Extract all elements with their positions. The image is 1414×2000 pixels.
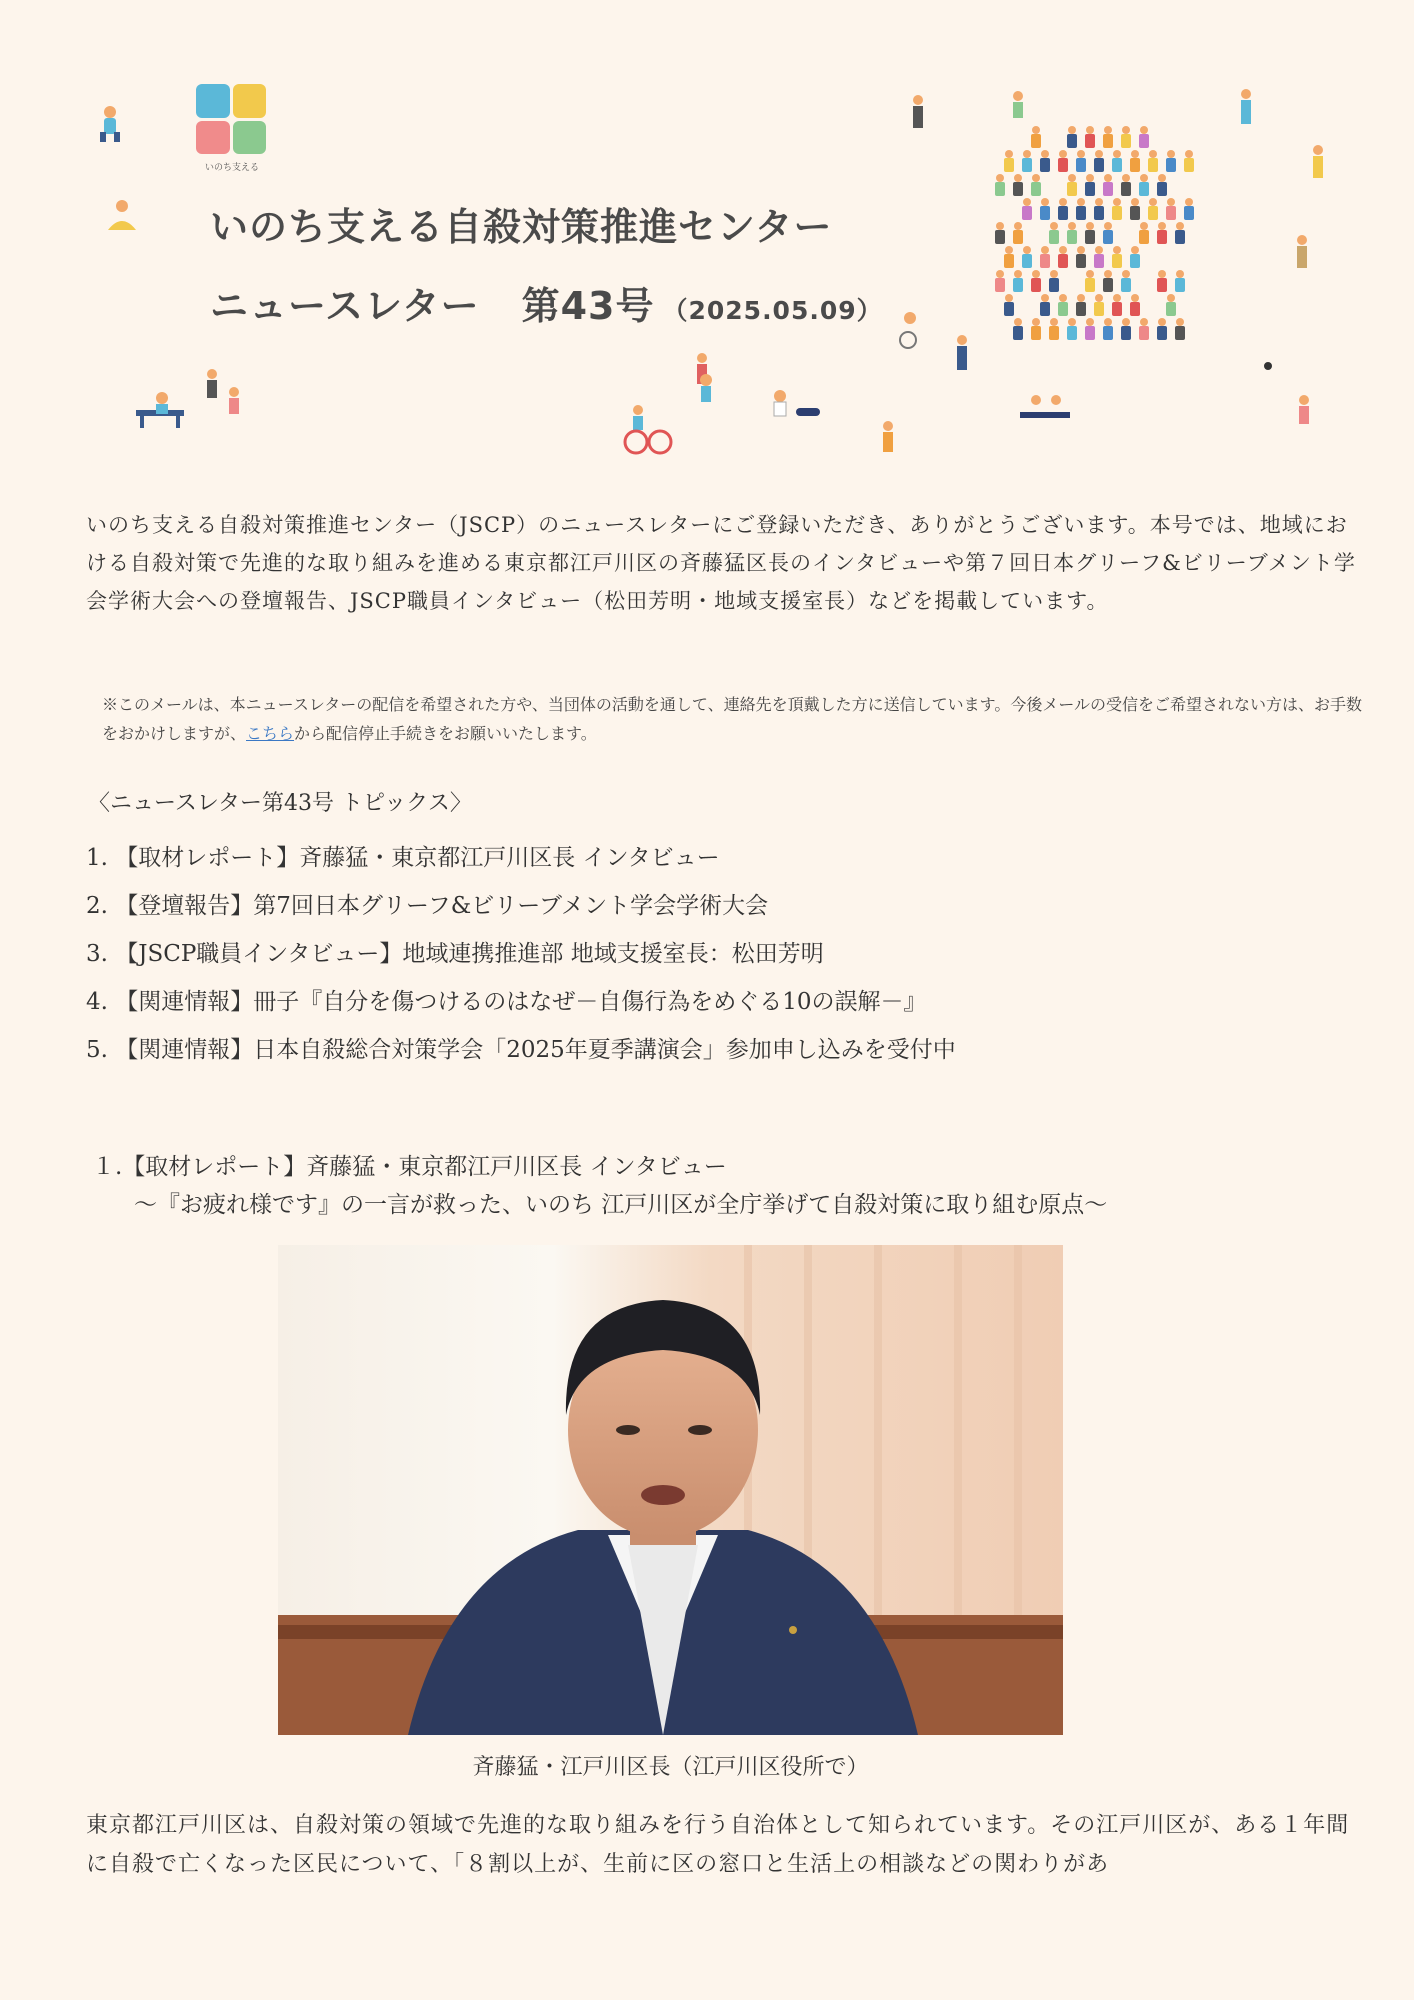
notice-text-before: ※このメールは、本ニュースレターの配信を希望された方や、当団体の活動を通して、連絡先を頂戴した方に送信しています。今後メールの受信をご希望されない方は、お手数をおかけしますが、: [102, 695, 1363, 743]
crowd-person-head: [1086, 270, 1094, 278]
crowd-person-head: [1140, 318, 1148, 326]
crowd-person-head: [1041, 150, 1049, 158]
crowd-person-head: [1113, 294, 1121, 302]
crowd-person-head: [1086, 126, 1094, 134]
crowd-person-head: [1131, 150, 1139, 158]
crowd-person-head: [1068, 318, 1076, 326]
topic-item: 2. 【登壇報告】第7回日本グリーフ&ビリーブメント学会学術大会: [86, 893, 769, 919]
crowd-person-body: [1112, 254, 1122, 268]
crowd-person-body: [1013, 182, 1023, 196]
crowd-person-head: [996, 174, 1004, 182]
crowd-person-body: [1049, 230, 1059, 244]
crowd-person-body: [1121, 182, 1131, 196]
topics-heading: 〈ニュースレター第43号 トピックス〉: [88, 791, 472, 816]
crowd-person-body: [1094, 302, 1104, 316]
crowd-person-body: [1130, 254, 1140, 268]
crowd-person-body: [1121, 134, 1131, 148]
crowd-person-head: [1077, 198, 1085, 206]
newsletter-issue-line: [210, 275, 883, 330]
crowd-person-head: [1167, 198, 1175, 206]
crowd-person-head: [1059, 198, 1067, 206]
crowd-person-head: [1068, 126, 1076, 134]
crowd-person-head: [1140, 126, 1148, 134]
crowd-person-body: [1130, 302, 1140, 316]
unsubscribe-link[interactable]: こちら: [246, 724, 295, 743]
crowd-person-body: [1013, 230, 1023, 244]
puzzle-logo-icon: [196, 84, 266, 154]
crowd-person-body: [1166, 158, 1176, 172]
crowd-person-body: [1112, 302, 1122, 316]
logo-caption: いのち支える: [204, 163, 259, 173]
crowd-person-body: [1175, 230, 1185, 244]
crowd-person-head: [1149, 198, 1157, 206]
crowd-person-head: [1167, 150, 1175, 158]
crowd-person-body: [1076, 302, 1086, 316]
crowd-person-head: [1104, 126, 1112, 134]
crowd-person-head: [1104, 318, 1112, 326]
crowd-person-body: [1022, 254, 1032, 268]
crowd-person-body: [1076, 254, 1086, 268]
crowd-person-head: [1131, 246, 1139, 254]
crowd-person-head: [1059, 150, 1067, 158]
topic-item: 4. 【関連情報】冊子『自分を傷つけるのはなぜ－自傷行為をめぐる10の誤解－』: [86, 989, 927, 1015]
crowd-person-head: [1086, 318, 1094, 326]
topic-item: 5. 【関連情報】日本自殺総合対策学会「2025年夏季講演会」参加申し込みを受付中: [86, 1037, 956, 1063]
crowd-person-body: [1049, 326, 1059, 340]
crowd-person-head: [1050, 222, 1058, 230]
crowd-person-head: [1068, 222, 1076, 230]
crowd-person-head: [1176, 318, 1184, 326]
crowd-person-body: [995, 182, 1005, 196]
crowd-person-head: [1041, 198, 1049, 206]
crowd-person-body: [1067, 134, 1077, 148]
crowd-person-head: [1032, 270, 1040, 278]
crowd-person-head: [1095, 294, 1103, 302]
crowd-person-head: [1023, 246, 1031, 254]
crowd-person-body: [1139, 326, 1149, 340]
crowd-person-head: [1185, 150, 1193, 158]
crowd-person-body: [1121, 326, 1131, 340]
topic-item: 3. 【JSCP職員インタビュー】地域連携推進部 地域支援室長：松田芳明: [86, 941, 824, 967]
topics-list: [86, 834, 1336, 1074]
crowd-person-body: [1085, 134, 1095, 148]
issue-number: 第43号: [521, 284, 655, 328]
crowd-person-head: [1104, 222, 1112, 230]
crowd-person-head: [1131, 294, 1139, 302]
crowd-person-head: [1014, 174, 1022, 182]
crowd-person-head: [1023, 198, 1031, 206]
crowd-person-head: [1158, 222, 1166, 230]
crowd-person-body: [1139, 182, 1149, 196]
crowd-person-body: [1085, 182, 1095, 196]
crowd-person-head: [1077, 150, 1085, 158]
crowd-person-head: [1050, 318, 1058, 326]
crowd-person-head: [1095, 150, 1103, 158]
crowd-person-head: [1059, 294, 1067, 302]
crowd-person-body: [1103, 230, 1113, 244]
crowd-person-head: [1041, 246, 1049, 254]
crowd-person-head: [1122, 318, 1130, 326]
crowd-person-body: [995, 278, 1005, 292]
crowd-person-head: [1005, 150, 1013, 158]
crowd-person-body: [1049, 278, 1059, 292]
crowd-person-body: [1067, 182, 1077, 196]
crowd-person-body: [1085, 230, 1095, 244]
crowd-person-head: [1050, 270, 1058, 278]
crowd-person-body: [1157, 230, 1167, 244]
crowd-person-head: [1014, 222, 1022, 230]
crowd-person-head: [1077, 246, 1085, 254]
crowd-person-head: [1158, 318, 1166, 326]
unsubscribe-notice: [102, 690, 1372, 748]
crowd-person-body: [1112, 158, 1122, 172]
crowd-person-head: [1059, 246, 1067, 254]
crowd-person-head: [1176, 270, 1184, 278]
crowd-person-body: [1157, 182, 1167, 196]
crowd-person-body: [1085, 278, 1095, 292]
crowd-person-body: [1094, 254, 1104, 268]
crowd-person-head: [1032, 126, 1040, 134]
crowd-person-head: [1077, 294, 1085, 302]
crowd-person-head: [996, 270, 1004, 278]
crowd-person-body: [1004, 302, 1014, 316]
crowd-person-body: [1067, 230, 1077, 244]
crowd-person-head: [1113, 150, 1121, 158]
crowd-person-body: [1148, 158, 1158, 172]
crowd-person-body: [1004, 254, 1014, 268]
photo-caption: 斉藤猛・江戸川区長（江戸川区役所で）: [472, 1755, 869, 1780]
crowd-person-body: [1166, 302, 1176, 316]
interview-photo: [278, 1245, 1063, 1735]
topic-item: 1. 【取材レポート】斉藤猛・東京都江戸川区長 インタビュー: [86, 845, 720, 871]
crowd-person-body: [1031, 326, 1041, 340]
crowd-person-body: [1166, 206, 1176, 220]
crowd-person-head: [1104, 270, 1112, 278]
crowd-person-body: [1103, 278, 1113, 292]
crowd-person-body: [1148, 206, 1158, 220]
crowd-person-body: [1040, 206, 1050, 220]
crowd-person-body: [1031, 134, 1041, 148]
crowd-person-body: [1040, 254, 1050, 268]
crowd-person-head: [1140, 222, 1148, 230]
crowd-person-body: [1103, 134, 1113, 148]
crowd-person-body: [1076, 206, 1086, 220]
page-title: いのち支える自殺対策推進センター: [210, 205, 833, 249]
section-1-title: １.【取材レポート】斉藤猛・東京都江戸川区長 インタビュー: [92, 1154, 727, 1180]
crowd-person-head: [1176, 222, 1184, 230]
crowd-person-head: [1131, 198, 1139, 206]
crowd-person-body: [1157, 326, 1167, 340]
crowd-person-head: [1158, 270, 1166, 278]
crowd-person-body: [1022, 158, 1032, 172]
section-1-heading: [92, 1148, 1107, 1224]
crowd-person-body: [1058, 254, 1068, 268]
crowd-person-head: [1014, 318, 1022, 326]
crowd-person-body: [1004, 158, 1014, 172]
crowd-person-body: [1103, 326, 1113, 340]
crowd-person-head: [1005, 246, 1013, 254]
crowd-person-head: [1095, 246, 1103, 254]
crowd-person-head: [1014, 270, 1022, 278]
crowd-person-head: [1095, 198, 1103, 206]
crowd-person-body: [1112, 206, 1122, 220]
issue-date: （2025.05.09）: [662, 296, 883, 325]
crowd-person-body: [1058, 158, 1068, 172]
crowd-person-head: [1086, 174, 1094, 182]
crowd-person-head: [1032, 318, 1040, 326]
crowd-person-body: [1076, 158, 1086, 172]
crowd-person-body: [1040, 302, 1050, 316]
crowd-person-body: [1130, 206, 1140, 220]
crowd-person-head: [1113, 246, 1121, 254]
crowd-person-body: [1058, 302, 1068, 316]
crowd-person-body: [1031, 182, 1041, 196]
crowd-person-body: [1157, 278, 1167, 292]
crowd-person-body: [1094, 158, 1104, 172]
crowd-person-body: [1175, 278, 1185, 292]
crowd-person-body: [1058, 206, 1068, 220]
crowd-person-body: [1139, 134, 1149, 148]
crowd-person-head: [1185, 198, 1193, 206]
crowd-person-head: [1122, 270, 1130, 278]
crowd-person-head: [1104, 174, 1112, 182]
crowd-person-head: [1005, 294, 1013, 302]
crowd-person-head: [1041, 294, 1049, 302]
crowd-person-head: [1122, 174, 1130, 182]
crowd-person-head: [996, 222, 1004, 230]
jscp-logo: [196, 84, 268, 173]
crowd-person-body: [1121, 278, 1131, 292]
crowd-person-head: [1023, 150, 1031, 158]
crowd-person-head: [1032, 174, 1040, 182]
crowd-person-body: [1175, 326, 1185, 340]
crowd-person-body: [1085, 326, 1095, 340]
portrait-photo-icon: [278, 1245, 1063, 1735]
crowd-person-body: [1103, 182, 1113, 196]
crowd-person-body: [1094, 206, 1104, 220]
crowd-person-body: [1130, 158, 1140, 172]
crowd-person-head: [1149, 150, 1157, 158]
crowd-person-body: [1013, 278, 1023, 292]
crowd-person-body: [1184, 158, 1194, 172]
crowd-person-body: [1013, 326, 1023, 340]
crowd-person-head: [1167, 294, 1175, 302]
newsletter-header: [0, 0, 1414, 480]
crowd-person-body: [1184, 206, 1194, 220]
newsletter-label: ニュースレター: [210, 284, 480, 328]
section-1-body: 東京都江戸川区は、自殺対策の領域で先進的な取り組みを行う自治体として知られています。その江戸川区が、ある１年間に自殺で亡くなった区民について、「８割以上が、生前に区の窓口と生活上の相談などの関わりがあ: [86, 1813, 1350, 1877]
crowd-person-head: [1113, 198, 1121, 206]
crowd-person-body: [1031, 278, 1041, 292]
crowd-person-head: [1122, 126, 1130, 134]
crowd-person-head: [1140, 174, 1148, 182]
crowd-person-body: [1067, 326, 1077, 340]
crowd-person-body: [1139, 230, 1149, 244]
crowd-person-head: [1086, 222, 1094, 230]
crowd-person-head: [1068, 174, 1076, 182]
crowd-person-head: [1158, 174, 1166, 182]
notice-text-after: から配信停止手続きをお願いいたします。: [294, 724, 597, 743]
crowd-person-body: [995, 230, 1005, 244]
crowd-person-body: [1022, 206, 1032, 220]
section-1-subtitle: ～『お疲れ様です』の一言が救った、いのち 江戸川区が全庁挙げて自殺対策に取り組む原点～: [134, 1192, 1108, 1218]
crowd-person-body: [1040, 158, 1050, 172]
intro-paragraph: いのち支える自殺対策推進センター（JSCP）のニュースレターにご登録いただき、ありがとうございます。本号では、地域における自殺対策で先進的な取り組みを進める東京都江戸川区の斉藤猛区長のインタビューや第７回日本グリーフ&ビリーブメント学会学術大会への登壇報告、JSCP職員インタビュー（松田芳明・地域支援室長）などを掲載しています。: [86, 513, 1356, 613]
